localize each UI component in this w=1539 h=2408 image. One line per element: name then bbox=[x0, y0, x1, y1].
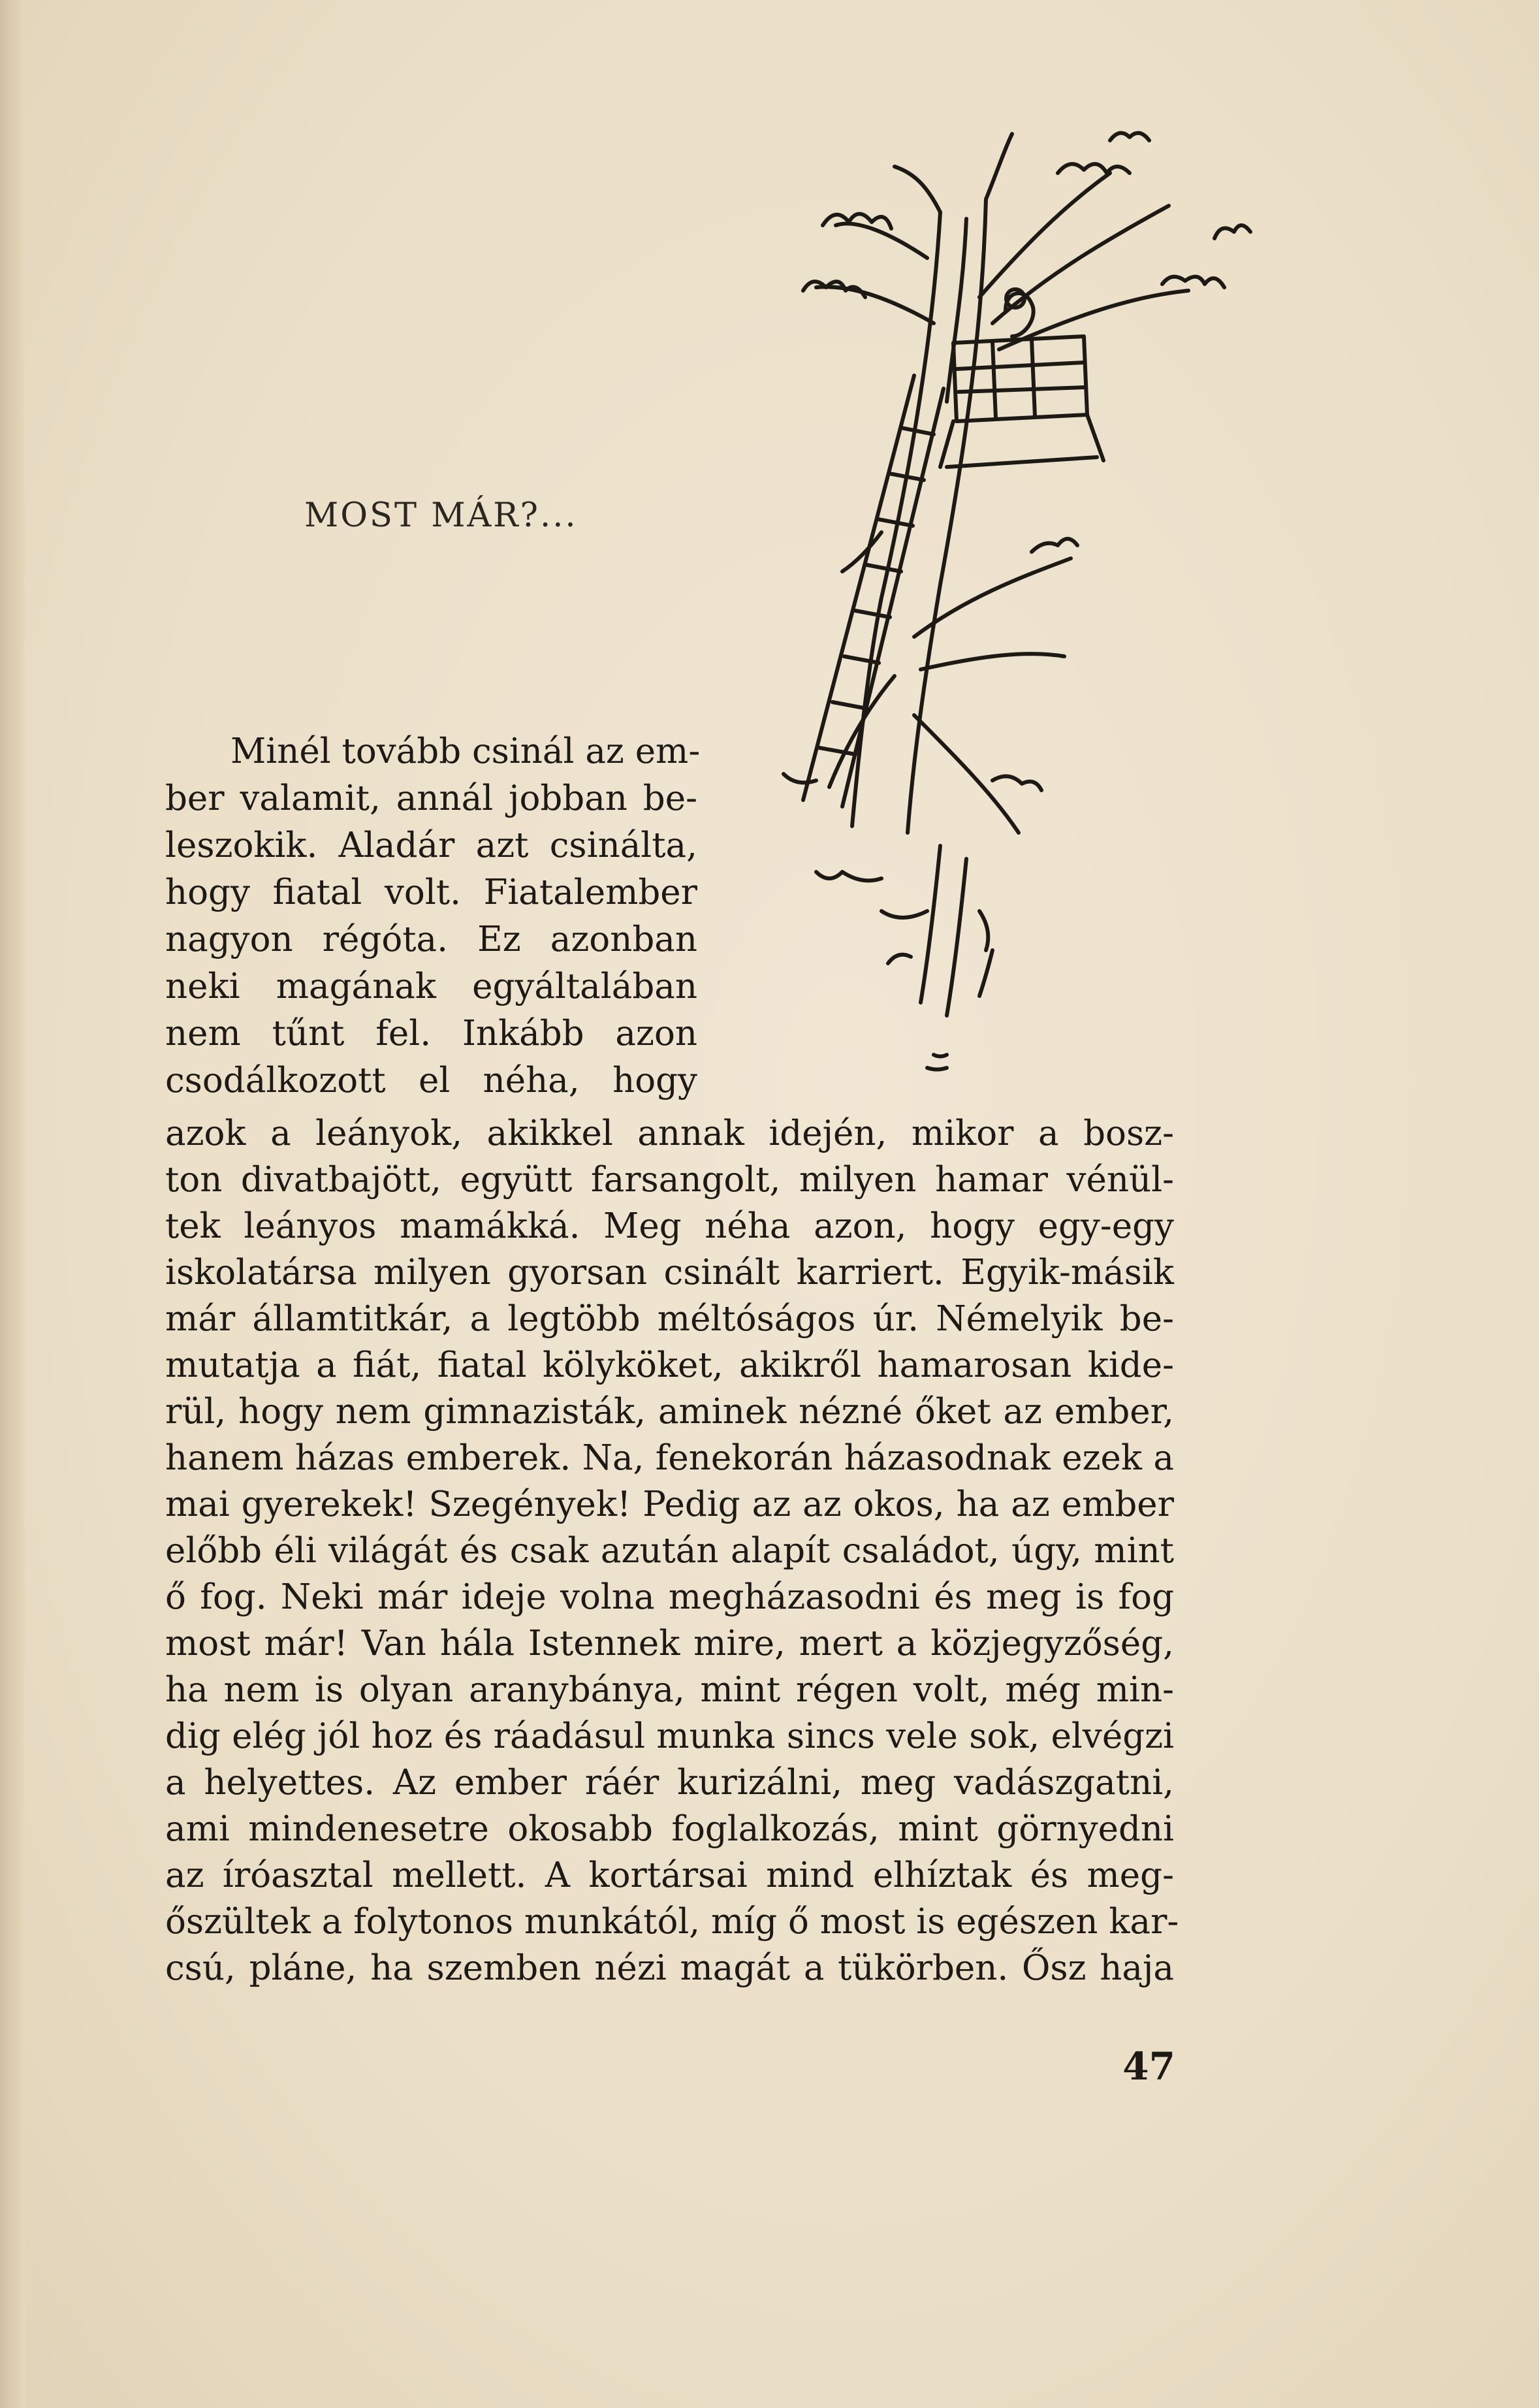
text-line: ton divatbajött, együtt farsangolt, milyen hamar vénül- bbox=[165, 1160, 1174, 1200]
text-line: dig elég jól hoz és ráadásul munka sincs vele sok, elvégzi bbox=[165, 1716, 1174, 1756]
page-spine-shadow bbox=[0, 0, 25, 2408]
text-line: neki magának egyáltalában bbox=[165, 967, 697, 1006]
text-line: Minél tovább csinál az em- bbox=[230, 731, 701, 771]
page-number: 47 bbox=[1122, 2044, 1175, 2089]
text-line: azok a leányok, akikkel annak idején, mikor a bosz- bbox=[165, 1114, 1174, 1153]
text-line: az íróasztal mellett. A kortársai mind elhíztak és meg- bbox=[165, 1855, 1174, 1895]
text-line: most már! Van hála Istennek mire, mert a közjegyzőség, bbox=[165, 1624, 1174, 1663]
text-line: a helyettes. Az ember ráér kurizálni, meg vadászgatni, bbox=[165, 1763, 1174, 1803]
text-line: már államtitkár, a legtöbb méltóságos úr. Némelyik be- bbox=[165, 1299, 1174, 1339]
text-line: nem tűnt fel. Inkább azon bbox=[165, 1014, 697, 1053]
text-line: ber valamit, annál jobban be- bbox=[165, 779, 697, 818]
text-line: hogy fiatal volt. Fiatalember bbox=[165, 873, 697, 912]
text-line: csú, pláne, ha szemben nézi magát a tükörben. Ősz haja bbox=[165, 1948, 1174, 1988]
text-line: csodálkozott el néha, hogy bbox=[165, 1061, 697, 1100]
text-line: ő fog. Neki már ideje volna megházasodni és meg is fog bbox=[165, 1577, 1174, 1617]
text-line: előbb éli világát és csak azután alapít családot, úgy, mint bbox=[165, 1531, 1174, 1571]
text-line: hanem házas emberek. Na, fenekorán házasodnak ezek a bbox=[165, 1438, 1174, 1478]
text-line: mutatja a fiát, fiatal kölyköket, akikről hamarosan kide- bbox=[165, 1345, 1174, 1385]
text-line: ami mindenesetre okosabb foglalkozás, mint görnyedni bbox=[165, 1809, 1174, 1849]
text-line: tek leányos mamákká. Meg néha azon, hogy egy-egy bbox=[165, 1206, 1174, 1246]
text-line: iskolatársa milyen gyorsan csinált karriert. Egyik-másik bbox=[165, 1253, 1174, 1292]
text-line: rül, hogy nem gimnazisták, aminek nézné őket az ember, bbox=[165, 1392, 1174, 1432]
text-line: mai gyerekek! Szegények! Pedig az az okos, ha az ember bbox=[165, 1485, 1174, 1524]
text-line: őszültek a folytonos munkától, míg ő most is egészen kar- bbox=[165, 1902, 1179, 1942]
text-line: leszokik. Aladár azt csinálta, bbox=[165, 826, 697, 865]
chapter-title: MOST MÁR?... bbox=[304, 496, 578, 535]
text-line: nagyon régóta. Ez azonban bbox=[165, 920, 697, 959]
text-line: ha nem is olyan aranybánya, mint régen volt, még min- bbox=[165, 1670, 1174, 1710]
tree-illustration bbox=[718, 127, 1319, 1087]
